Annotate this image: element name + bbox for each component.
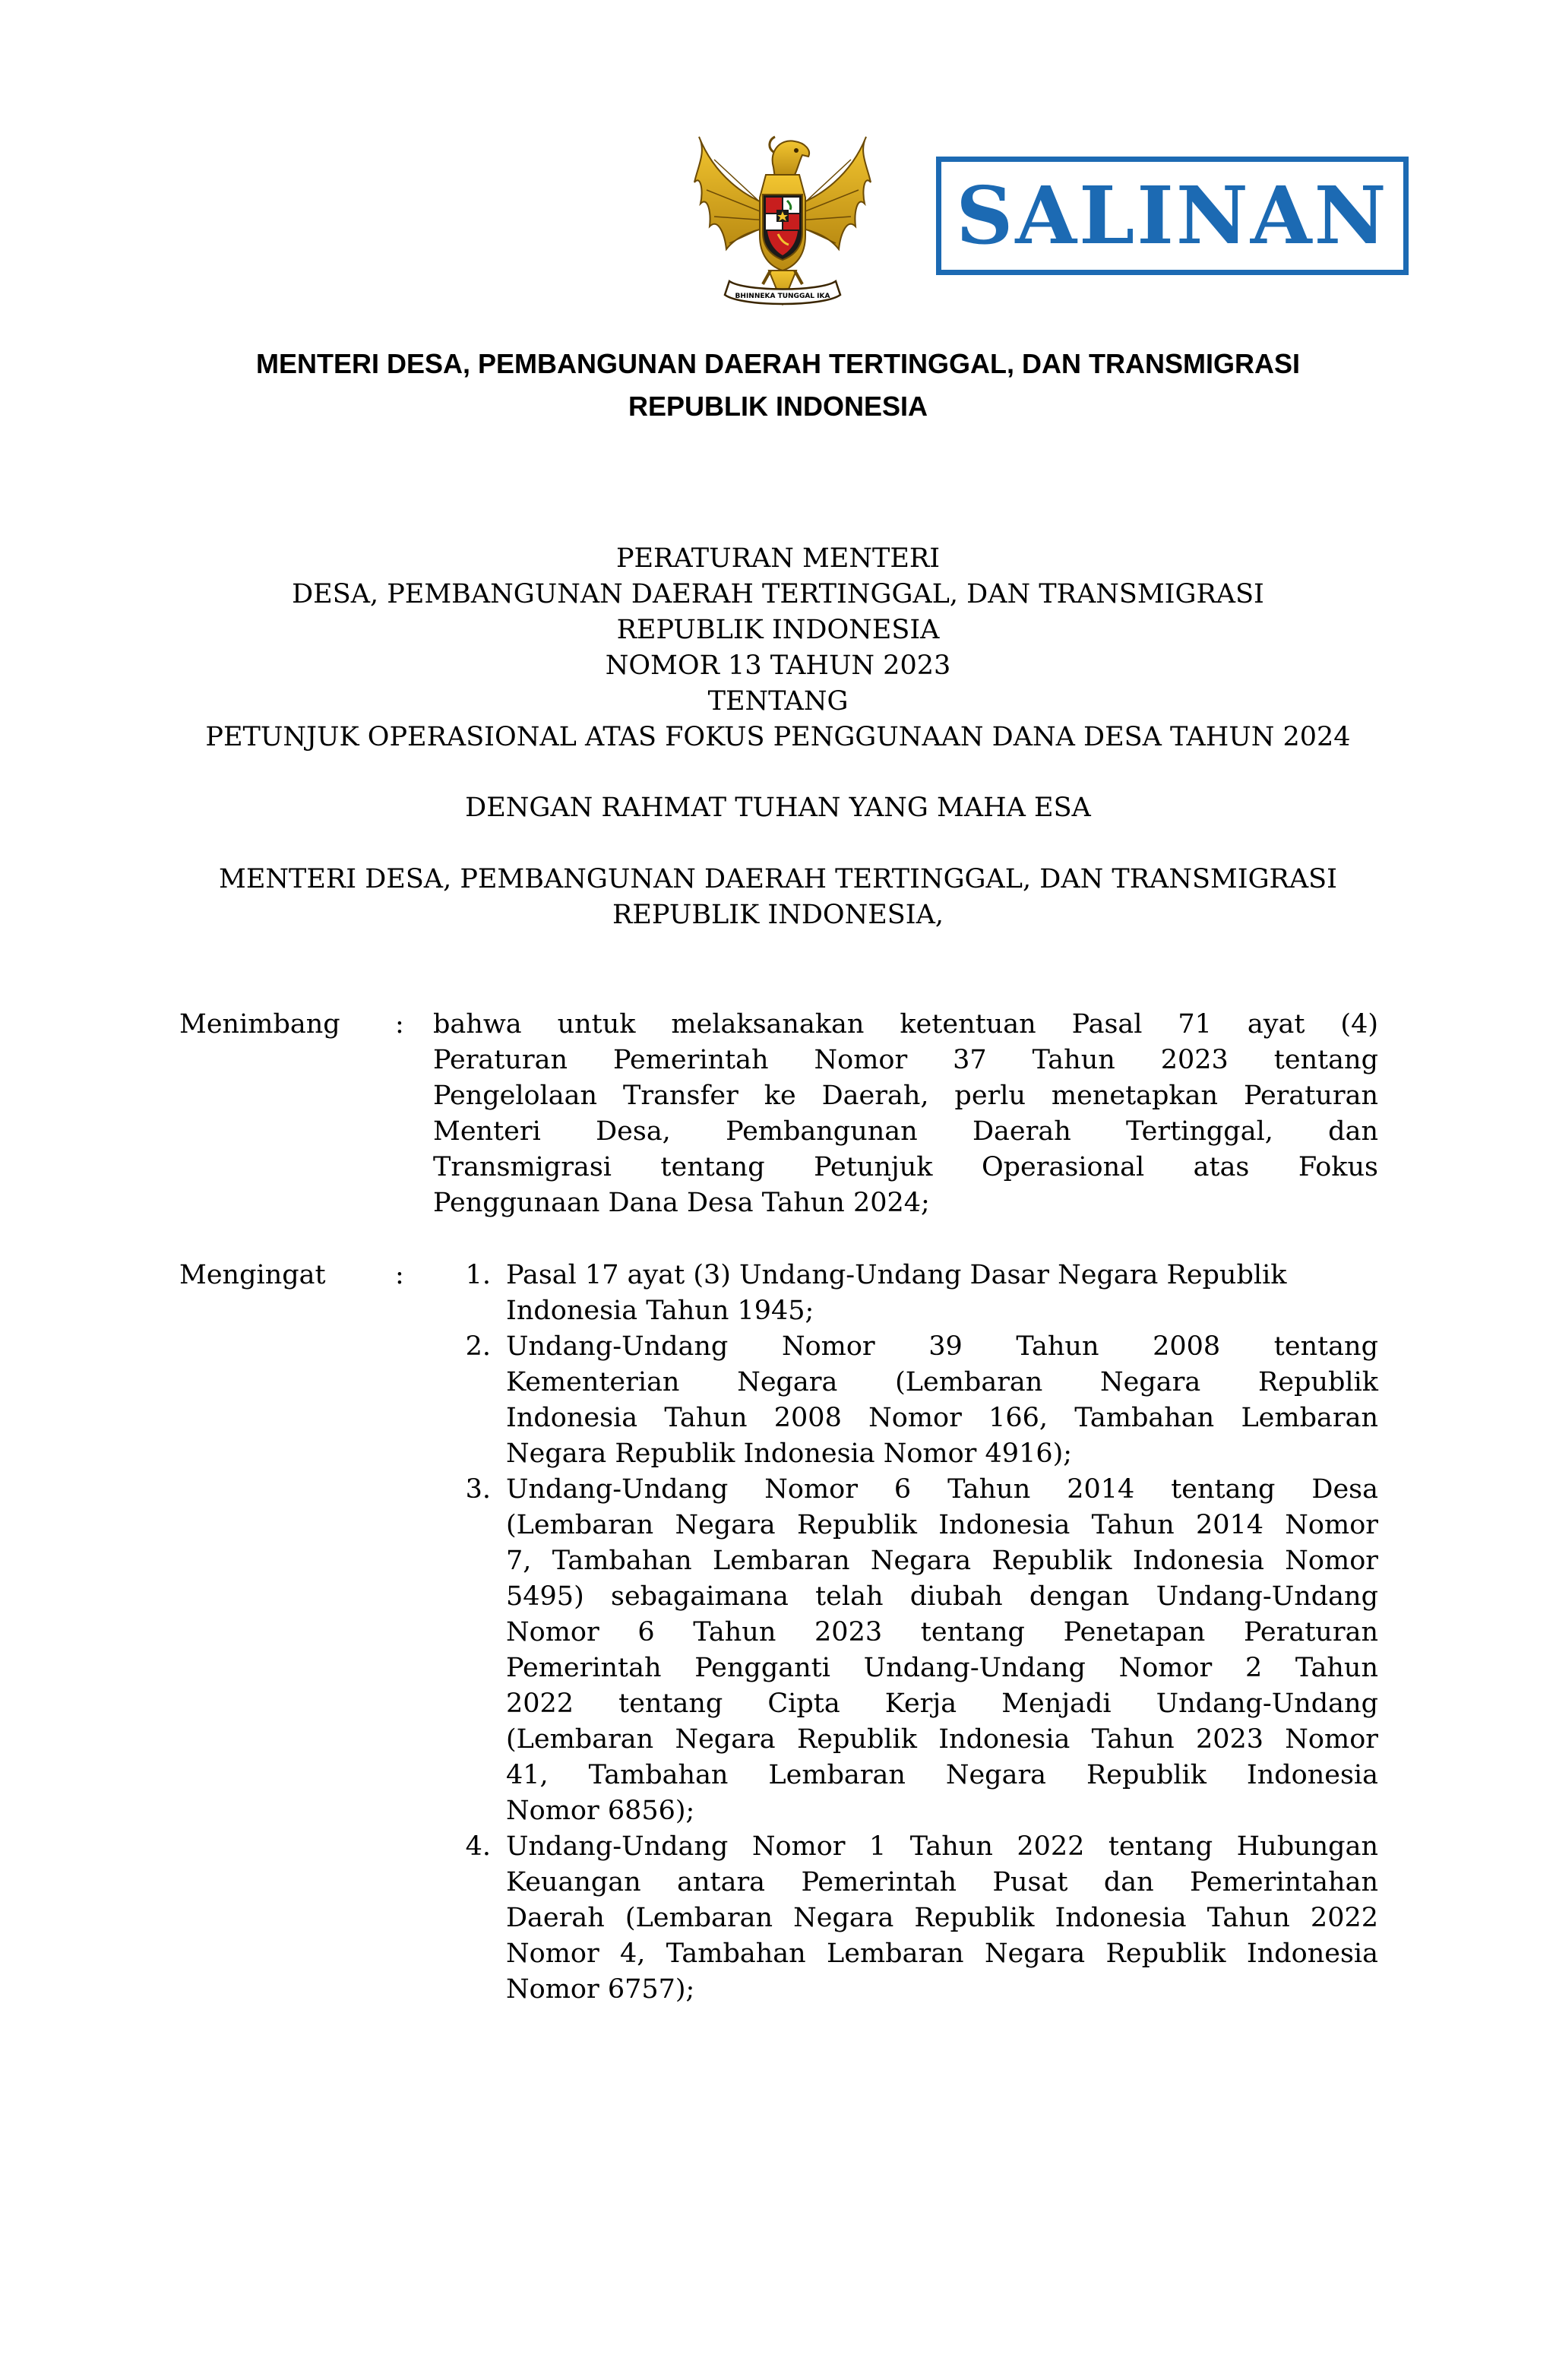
list-item	[506, 1472, 1378, 1829]
text-line: Indonesia Tahun 2008 Nomor 166, Tambahan Lembaran	[506, 1403, 1378, 1433]
text-line: Penggunaan Dana Desa Tahun 2024;	[433, 1188, 930, 1218]
text-line: (Lembaran Negara Republik Indonesia Tahun 2023 Nomor	[506, 1724, 1378, 1755]
list-item	[506, 1829, 1378, 2008]
text-line: 2022 tentang Cipta Kerja Menjadi Undang-Undang	[506, 1688, 1378, 1719]
text-line: Daerah (Lembaran Negara Republik Indonesia Tahun 2022	[506, 1903, 1378, 1933]
text-line: Undang-Undang Nomor 6 Tahun 2014 tentang Desa	[506, 1474, 1378, 1505]
issuer-header-line2: REPUBLIK INDONESIA	[628, 391, 928, 422]
text-line: Nomor 4, Tambahan Lembaran Negara Republik Indonesia	[506, 1938, 1378, 1969]
issuer-header-line1: MENTERI DESA, PEMBANGUNAN DAERAH TERTINGGAL, DAN TRANSMIGRASI	[255, 348, 1300, 379]
text-line: Nomor 6 Tahun 2023 tentang Penetapan Peraturan	[506, 1617, 1378, 1647]
text-line: Kementerian Negara (Lembaran Negara Republik	[506, 1367, 1378, 1397]
text-line: Nomor 6757);	[506, 1974, 695, 2005]
text-line: 7, Tambahan Lembaran Negara Republik Indonesia Nomor	[506, 1546, 1378, 1576]
text-line: Pasal 17 ayat (3) Undang-Undang Dasar Negara Republik	[506, 1260, 1287, 1290]
text-line: 41, Tambahan Lembaran Negara Republik Indonesia	[506, 1760, 1378, 1790]
invocation: DENGAN RAHMAT TUHAN YANG MAHA ESA	[465, 793, 1091, 823]
title-line: NOMOR 13 TAHUN 2023	[605, 650, 951, 681]
text-line: (Lembaran Negara Republik Indonesia Tahun 2014 Nomor	[506, 1510, 1378, 1540]
title-line: REPUBLIK INDONESIA	[616, 615, 940, 645]
text-line: Pemerintah Pengganti Undang-Undang Nomor 2 Tahun	[506, 1653, 1378, 1683]
list-item-number: 4.	[465, 1831, 491, 1862]
title-line: PETUNJUK OPERASIONAL ATAS FOKUS PENGGUNAAN DANA DESA TAHUN 2024	[205, 722, 1351, 752]
list-item-number: 1.	[465, 1260, 491, 1290]
text-line: Negara Republik Indonesia Nomor 4916);	[506, 1438, 1073, 1469]
text-line: Keuangan antara Pemerintah Pusat dan Pemerintahan	[506, 1867, 1378, 1897]
list-item	[506, 1258, 1378, 1329]
menimbang-colon: :	[395, 1009, 404, 1040]
text-line: Menteri Desa, Pembangunan Daerah Tertinggal, dan	[433, 1116, 1378, 1147]
garuda-pancasila-emblem-icon	[684, 122, 881, 323]
text-line: Indonesia Tahun 1945;	[506, 1296, 814, 1326]
copy-stamp	[936, 157, 1409, 275]
text-line: Undang-Undang Nomor 39 Tahun 2008 tentang	[506, 1331, 1378, 1362]
text-line: Pengelolaan Transfer ke Daerah, perlu menetapkan Peraturan	[433, 1081, 1378, 1111]
title-line: TENTANG	[707, 686, 849, 717]
title-line: DESA, PEMBANGUNAN DAERAH TERTINGGAL, DAN TRANSMIGRASI	[292, 579, 1264, 609]
issuer-line2: REPUBLIK INDONESIA,	[612, 900, 944, 930]
text-line: bahwa untuk melaksanakan ketentuan Pasal 71 ayat (4)	[433, 1009, 1378, 1040]
copy-stamp-label: SALINAN	[956, 169, 1389, 262]
text-line: 5495) sebagaimana telah diubah dengan Undang-Undang	[506, 1581, 1378, 1612]
mengingat-label: Mengingat	[179, 1260, 326, 1290]
list-item-number: 2.	[465, 1331, 491, 1362]
title-line: PERATURAN MENTERI	[615, 543, 941, 574]
list-item	[506, 1329, 1378, 1472]
issuer-line1: MENTERI DESA, PEMBANGUNAN DAERAH TERTINGGAL, DAN TRANSMIGRASI	[219, 864, 1337, 894]
emblem-motto: BHINNEKA TUNGGAL IKA	[735, 293, 830, 300]
text-line: Transmigrasi tentang Petunjuk Operasional atas Fokus	[433, 1152, 1378, 1182]
text-line: Nomor 6856);	[506, 1796, 695, 1826]
list-item-number: 3.	[465, 1474, 491, 1505]
text-line: Peraturan Pemerintah Nomor 37 Tahun 2023 tentang	[433, 1045, 1378, 1075]
text-line: Undang-Undang Nomor 1 Tahun 2022 tentang Hubungan	[506, 1831, 1378, 1862]
menimbang-text	[433, 1007, 1378, 1221]
menimbang-label: Menimbang	[179, 1009, 340, 1040]
mengingat-colon: :	[395, 1260, 404, 1290]
